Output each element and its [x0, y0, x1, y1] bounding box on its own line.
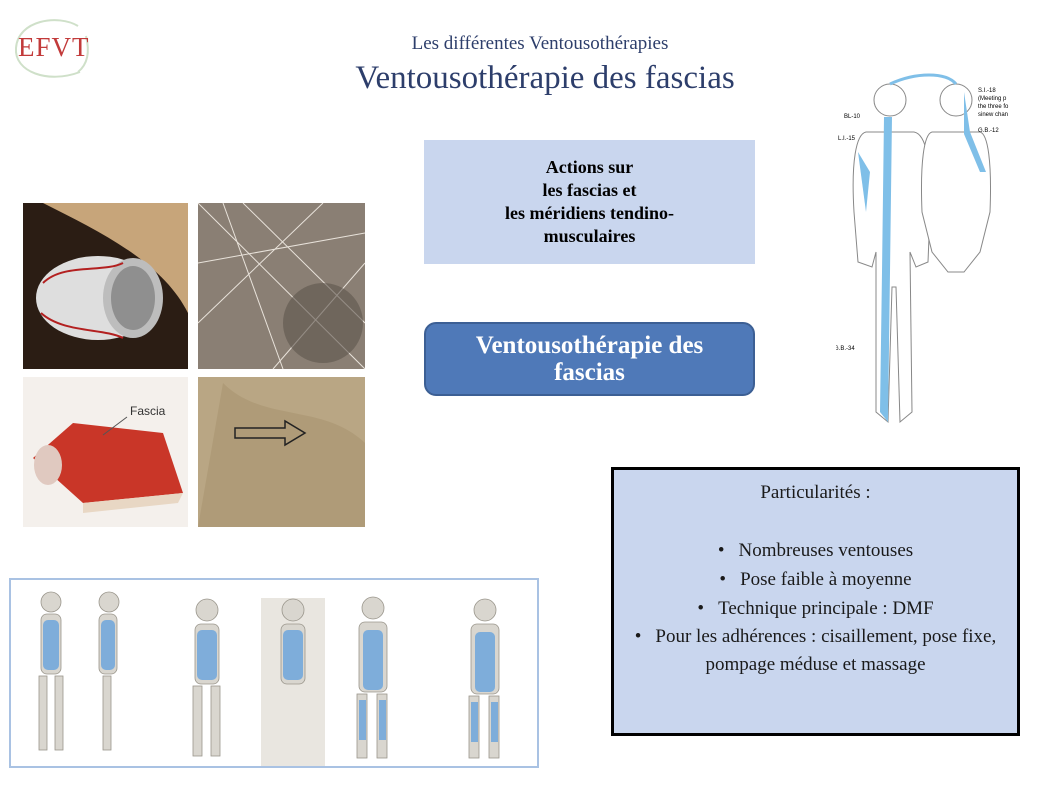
logo-text: EFVT	[18, 32, 90, 62]
button-line: Ventousothérapie des	[475, 332, 704, 359]
skeleton-fascia-illustration	[11, 580, 537, 766]
label-si18: S.I.-18	[978, 88, 996, 94]
fascia-images	[23, 203, 365, 527]
label-bl10: BL-10	[844, 114, 861, 120]
label-meeting-1: (Meeting p	[978, 96, 1007, 102]
actions-box	[424, 140, 755, 264]
actions-line: Actions sur	[545, 157, 634, 177]
label-gb12: G.B.-12	[978, 128, 999, 134]
page-subtitle: Les différentes Ventousothérapies	[411, 33, 669, 54]
list-item: • Nombreuses ventouses	[622, 536, 1009, 565]
meridian-figure	[836, 72, 1016, 432]
actions-line: musculaires	[543, 226, 636, 246]
list-item: • Pose faible à moyenne	[622, 565, 1009, 594]
label-gb34: G.B.-34	[836, 346, 855, 352]
list-item: • Technique principale : DMF	[622, 594, 1009, 623]
fascia-web-image	[198, 203, 365, 369]
fascia-label: Fascia	[130, 404, 166, 418]
fascia-photo-image	[198, 377, 365, 527]
button-line: fascias	[554, 359, 625, 386]
ventousotherapie-fascias-button[interactable]	[424, 322, 755, 396]
efvt-logo	[8, 12, 98, 82]
fascia-anatomy-image	[23, 377, 188, 527]
list-item: • Pour les adhérences : cisaillement, pose fixe, pompage méduse et massage	[622, 623, 1009, 679]
muscle-bundle-image	[23, 203, 188, 369]
meridian-body-illustration	[836, 72, 1016, 432]
actions-line: les méridiens tendino-	[505, 203, 674, 223]
page-title: Ventousothérapie des fascias	[355, 60, 735, 96]
particularites-title: Particularités :	[760, 482, 871, 503]
fascia-illustration	[23, 203, 365, 527]
label-meeting-3: sinew chan	[978, 112, 1009, 118]
label-li15: L.I.-15	[838, 136, 856, 142]
actions-line: les fascias et	[542, 180, 637, 200]
label-meeting-2: the three fo	[978, 104, 1009, 110]
particularites-box	[611, 467, 1020, 736]
skeleton-images	[9, 578, 539, 768]
particularites-list	[622, 536, 1009, 679]
